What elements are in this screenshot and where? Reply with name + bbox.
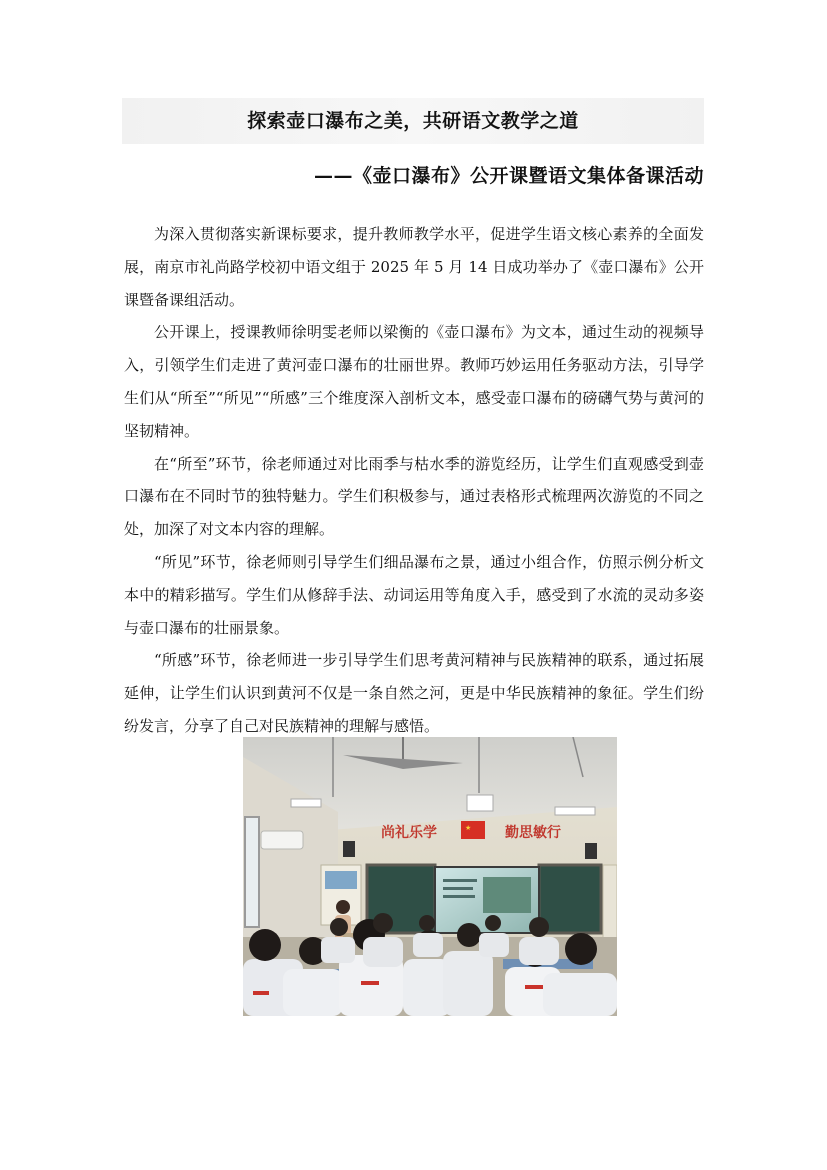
paragraph: “所感”环节，徐老师进一步引导学生们思考黄河精神与民族精神的联系，通过拓展延伸，让学生们认识到黄河不仅是一条自然之河，更是中华民族精神的象征。学生们纷纷发言，分享了自己对民族精神的理解与感悟。 [124,651,704,735]
article-body [124,218,704,743]
svg-text:★: ★ [465,824,472,832]
page-subtitle: ——《壶口瀑布》公开课暨语文集体备课活动 [313,165,704,187]
paragraph: 为深入贯彻落实新课标要求，提升教师教学水平，促进学生语文核心素养的全面发展，南京市礼尚路学校初中语文组于 2025 年 5 月 14 日成功举办了《壶口瀑布》公开课暨备课组活动。 [124,225,704,309]
paragraph: 公开课上，授课教师徐明雯老师以梁衡的《壶口瀑布》为文本，通过生动的视频导入，引领学生们走进了黄河壶口瀑布的壮丽世界。教师巧妙运用任务驱动方法，引导学生们从“所至”“所见”“所感”三个维度深入剖析文本，感受壶口瀑布的磅礴气势与黄河的坚韧精神。 [124,323,704,440]
paragraph: “所见”环节，徐老师则引导学生们细品瀑布之景，通过小组合作，仿照示例分析文本中的精彩描写。学生们从修辞手法、动词运用等角度入手，感受到了水流的灵动多姿与壶口瀑布的壮丽景象。 [124,552,704,637]
classroom-photo [243,737,617,1016]
slogan-left: 尚礼乐学 [381,825,437,841]
slogan-right: 勤思敏行 [505,825,561,841]
page-title: 探索壶口瀑布之美，共研语文教学之道 [247,110,579,132]
paragraph: 在“所至”环节，徐老师通过对比雨季与枯水季的游览经历，让学生们直观感受到壶口瀑布在不同时节的独特魅力。学生们积极参与，通过表格形式梳理两次游览的不同之处，加深了对文本内容的理解。 [124,454,704,539]
